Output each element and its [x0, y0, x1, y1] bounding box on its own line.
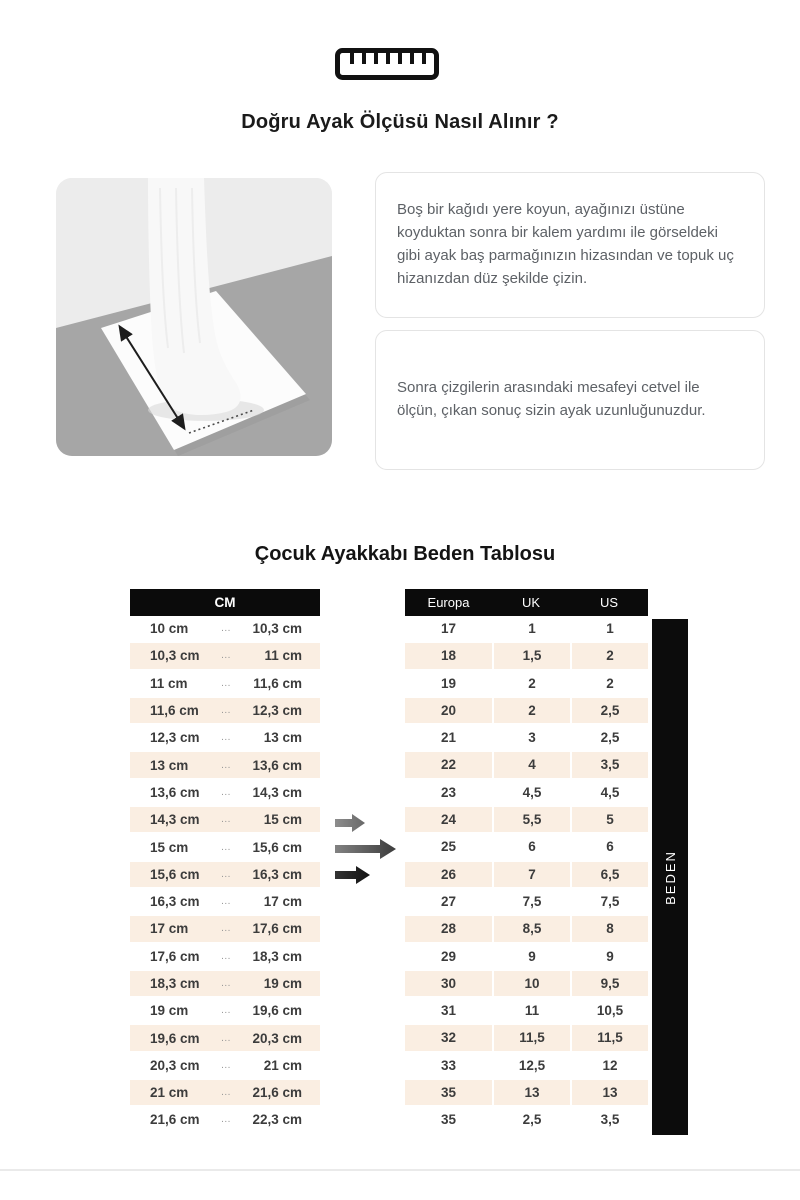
cm-from-value: 11 cm	[150, 675, 188, 691]
cm-from-value: 14,3 cm	[150, 812, 200, 828]
cm-table-row	[130, 944, 320, 971]
cm-table-header: CM	[130, 589, 320, 616]
us-size-value: 3,5	[570, 1107, 648, 1132]
us-size-value: 8	[570, 916, 648, 941]
us-size-value: 9,5	[570, 971, 648, 996]
cm-table-body	[130, 616, 320, 1135]
cm-from-value: 18,3 cm	[150, 976, 200, 991]
us-size-value: 12	[570, 1053, 648, 1078]
us-size-value: 2	[570, 671, 648, 696]
header-europa: Europa	[427, 595, 470, 610]
uk-size-value: 7	[492, 862, 570, 887]
us-size-value: 10,5	[570, 998, 648, 1023]
instruction-step1-text: Boş bir kağıdı yere koyun, ayağınızı üstüne koyduktan sonra bir kalem yardımı ile görseldeki gibi ayak baş parmağınızın hizasından ve topuk uç hizanızdan düz şekilde çizin.	[397, 201, 734, 287]
cm-to-value: 15 cm	[263, 812, 302, 828]
cm-from-value: 20,3 cm	[150, 1057, 200, 1073]
cm-to-value: 19 cm	[263, 976, 302, 991]
beden-label-text: BEDEN	[662, 849, 678, 905]
cm-table-row	[130, 1080, 320, 1107]
conversion-table-row	[405, 807, 648, 834]
europa-size-value: 22	[440, 757, 457, 773]
europa-size-value: 19	[440, 675, 457, 691]
cm-from-value: 15,6 cm	[150, 866, 200, 882]
cm-table-row	[130, 862, 320, 889]
range-separator: ...	[221, 950, 231, 962]
cm-table-row	[130, 643, 320, 670]
cm-from-value: 21,6 cm	[150, 1112, 200, 1128]
cm-to-value: 11 cm	[264, 648, 302, 664]
conversion-table-row	[405, 889, 648, 916]
size-table-title: Çocuk Ayakkabı Beden Tablosu	[254, 543, 556, 565]
cm-to-value: 22,3 cm	[252, 1112, 302, 1128]
conversion-table-row	[405, 916, 648, 943]
europa-size-value: 27	[440, 893, 457, 909]
us-size-value: 7,5	[570, 889, 648, 914]
conversion-table-body	[405, 616, 648, 1135]
conversion-table-row	[405, 1107, 648, 1134]
ruler-icon	[335, 48, 439, 80]
conversion-table-row	[405, 1025, 648, 1052]
cm-to-value: 14,3 cm	[252, 784, 302, 800]
range-separator: ...	[221, 1005, 231, 1017]
conversion-table-header	[405, 589, 648, 616]
conversion-table-row	[405, 1080, 648, 1107]
europa-size-value: 20	[440, 702, 457, 718]
uk-size-value: 11,5	[492, 1025, 570, 1050]
europa-size-value: 23	[440, 784, 457, 800]
range-separator: ...	[221, 978, 231, 989]
cm-from-value: 13 cm	[150, 757, 189, 773]
range-separator: ...	[221, 1087, 231, 1099]
range-separator: ...	[221, 841, 231, 853]
cm-to-value: 18,3 cm	[252, 948, 302, 964]
us-size-value: 2,5	[570, 725, 648, 750]
range-separator: ...	[221, 623, 231, 635]
cm-table-row	[130, 834, 320, 861]
cm-table-row	[130, 998, 320, 1025]
conversion-table-row	[405, 1053, 648, 1080]
us-size-value: 3,5	[570, 752, 648, 777]
conversion-table-row	[405, 998, 648, 1025]
size-conversion-table	[405, 589, 648, 1135]
uk-size-value: 6	[492, 834, 570, 859]
uk-size-value: 13	[492, 1080, 570, 1105]
conversion-table-row	[405, 698, 648, 725]
europa-size-value: 33	[440, 1057, 457, 1073]
cm-from-value: 12,3 cm	[150, 730, 200, 746]
cm-table-row	[130, 752, 320, 779]
cm-to-value: 11,6 cm	[253, 675, 302, 691]
cm-from-value: 17,6 cm	[150, 948, 200, 964]
europa-size-value: 31	[440, 1003, 457, 1019]
instruction-card-2	[375, 330, 765, 470]
uk-size-value: 11	[492, 998, 570, 1023]
uk-size-value: 4,5	[492, 780, 570, 805]
europa-size-value: 17	[440, 621, 457, 636]
uk-size-value: 3	[492, 725, 570, 750]
range-separator: ...	[221, 1059, 231, 1071]
europa-size-value: 30	[440, 975, 457, 991]
cm-from-value: 15 cm	[150, 839, 189, 855]
uk-size-value: 2,5	[492, 1107, 570, 1132]
europa-size-value: 24	[440, 812, 457, 828]
conversion-table-row	[405, 834, 648, 861]
cm-to-value: 13,6 cm	[252, 757, 302, 773]
europa-size-value: 32	[440, 1030, 457, 1046]
uk-size-value: 5,5	[492, 807, 570, 832]
europa-size-value: 21	[440, 730, 457, 746]
us-size-value: 9	[570, 944, 648, 969]
conversion-table-row	[405, 971, 648, 998]
cm-to-value: 21 cm	[263, 1057, 302, 1073]
us-size-value: 1	[570, 616, 648, 641]
page-title: Doğru Ayak Ölçüsü Nasıl Alınır ?	[241, 111, 559, 133]
range-separator: ...	[221, 786, 231, 798]
range-separator: ...	[221, 759, 231, 771]
cm-from-value: 19 cm	[150, 1003, 189, 1019]
range-separator: ...	[221, 868, 231, 880]
uk-size-value: 8,5	[492, 916, 570, 941]
cm-table-row	[130, 971, 320, 998]
uk-size-value: 12,5	[492, 1053, 570, 1078]
conversion-table-row	[405, 862, 648, 889]
cm-table-row	[130, 1025, 320, 1052]
conversion-table-row	[405, 671, 648, 698]
header-uk: UK	[521, 595, 541, 610]
europa-size-value: 18	[440, 648, 457, 664]
range-separator: ...	[221, 705, 231, 717]
cm-to-value: 17,6 cm	[252, 921, 302, 937]
uk-size-value: 2	[492, 698, 570, 723]
europa-size-value: 29	[440, 948, 457, 964]
conversion-table-row	[405, 643, 648, 670]
conversion-table-row	[405, 752, 648, 779]
cm-from-value: 17 cm	[150, 921, 189, 937]
header-us: US	[599, 595, 619, 610]
beden-side-label	[652, 619, 688, 1135]
us-size-value: 6,5	[570, 862, 648, 887]
range-separator: ...	[221, 650, 231, 662]
range-separator: ...	[221, 1114, 231, 1126]
europa-size-value: 35	[440, 1085, 457, 1101]
cm-table-row	[130, 616, 320, 643]
us-size-value: 4,5	[570, 780, 648, 805]
cm-from-value: 21 cm	[150, 1085, 189, 1101]
europa-size-value: 28	[440, 921, 457, 937]
cm-from-value: 13,6 cm	[150, 784, 200, 800]
uk-size-value: 1,5	[492, 643, 570, 668]
cm-range-table	[130, 589, 320, 1135]
uk-size-value: 9	[492, 944, 570, 969]
uk-size-value: 7,5	[492, 889, 570, 914]
cm-to-value: 20,3 cm	[252, 1030, 302, 1046]
cm-to-value: 17 cm	[263, 894, 302, 910]
cm-table-row	[130, 1053, 320, 1080]
cm-table-row	[130, 889, 320, 916]
us-size-value: 11,5	[570, 1025, 648, 1050]
range-separator: ...	[221, 923, 231, 935]
range-separator: ...	[221, 1032, 231, 1044]
conversion-table-row	[405, 725, 648, 752]
us-size-value: 2	[570, 643, 648, 668]
instruction-card-1	[375, 172, 765, 318]
range-separator: ...	[221, 732, 231, 744]
range-separator: ...	[221, 896, 231, 908]
cm-from-value: 11,6 cm	[150, 703, 199, 719]
cm-table-row	[130, 698, 320, 725]
instruction-step2-text: Sonra çizgilerin arasındaki mesafeyi cetvel ile ölçün, çıkan sonuç sizin ayak uzunluğunuzdur.	[397, 379, 706, 419]
cm-from-value: 16,3 cm	[150, 894, 200, 910]
conversion-table-row	[405, 780, 648, 807]
cm-to-value: 16,3 cm	[252, 866, 302, 882]
cm-table-row	[130, 671, 320, 698]
bottom-divider	[0, 1169, 800, 1171]
cm-to-value: 12,3 cm	[252, 703, 302, 719]
us-size-value: 6	[570, 834, 648, 859]
cm-table-row	[130, 916, 320, 943]
cm-table-row	[130, 1107, 320, 1134]
uk-size-value: 10	[492, 971, 570, 996]
cm-to-value: 21,6 cm	[252, 1085, 302, 1101]
us-size-value: 2,5	[570, 698, 648, 723]
uk-size-value: 4	[492, 752, 570, 777]
us-size-value: 5	[570, 807, 648, 832]
europa-size-value: 25	[440, 839, 457, 855]
us-size-value: 13	[570, 1080, 648, 1105]
foot-measurement-photo	[56, 178, 332, 456]
cm-to-value: 10,3 cm	[252, 621, 302, 637]
cm-table-row	[130, 725, 320, 752]
conversion-table-row	[405, 944, 648, 971]
cm-to-value: 19,6 cm	[252, 1003, 302, 1019]
cm-from-value: 10,3 cm	[150, 648, 200, 664]
europa-size-value: 35	[440, 1112, 457, 1128]
range-separator: ...	[221, 814, 231, 826]
measure-arrows-icon	[333, 810, 403, 888]
cm-to-value: 15,6 cm	[252, 839, 302, 855]
uk-size-value: 1	[492, 616, 570, 641]
cm-table-row	[130, 807, 320, 834]
cm-from-value: 19,6 cm	[150, 1030, 200, 1046]
cm-table-row	[130, 780, 320, 807]
conversion-table-row	[405, 616, 648, 643]
europa-size-value: 26	[440, 866, 457, 882]
cm-to-value: 13 cm	[263, 730, 302, 746]
range-separator: ...	[221, 677, 231, 689]
uk-size-value: 2	[492, 671, 570, 696]
cm-from-value: 10 cm	[150, 621, 189, 637]
